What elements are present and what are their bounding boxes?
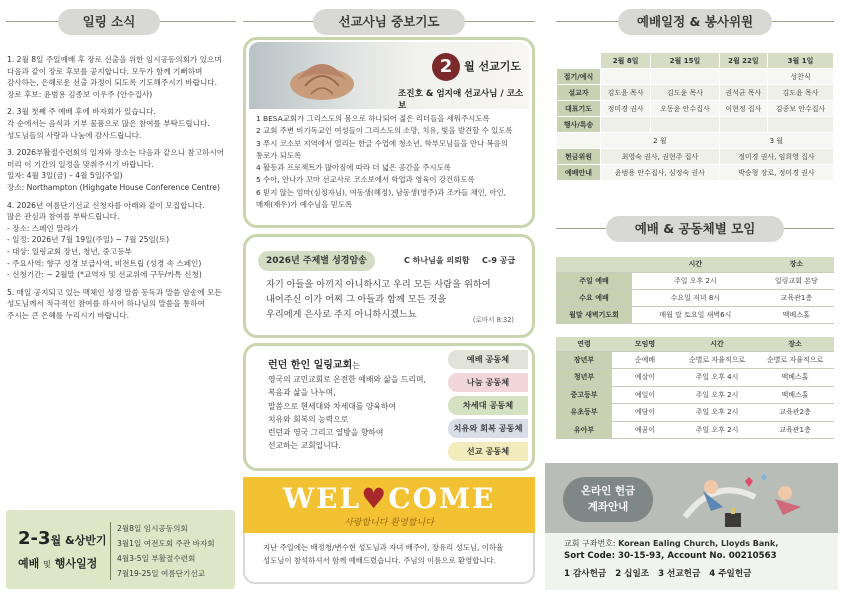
date-header: 3월 1일 <box>768 53 834 69</box>
prayer-item: 5 수아, 안나가 꼬마 선교사로 코소보에서 학업과 영육이 강건하도록 <box>256 175 475 185</box>
verse-code: C-9 공급 <box>482 256 516 265</box>
announcements-list <box>7 54 235 327</box>
verse-topic: C 하나님을 의뢰함 <box>404 256 470 265</box>
announcement-item: 1. 2월 8일 주일예배 후 장로 선출을 위한 임시공동의회가 있으며 다음과 같이 장로 후보를 공지합니다. 모두가 함께 기뻐하며 감사하는, 은혜로운 선출 과정이 되도록 기도해주시기 바랍니다. 장로 후보: 윤범용 김종보 이우주 (안수집사) <box>7 55 222 99</box>
events-list <box>117 521 215 581</box>
table-row: 장년부 순예배 순별로 자율적으로 순별로 자율적으로 <box>556 351 834 369</box>
bank-account-line: 교회 구좌번호: Korean Ealing Church, Lloyds Bank, <box>564 539 779 548</box>
church-name: 런던 한인 일링교회는 <box>268 360 360 371</box>
date-header: 2월 8일 <box>601 53 651 69</box>
event-item: 7월19-25일 여름단기선교 <box>117 569 205 578</box>
prayer-item: 2 교회 주변 비기독교인 여성들이 그리스도의 소망, 치유, 빛을 발견할 수 있도록 <box>256 126 513 136</box>
worship-title: 예배 & 공동체별 모임 <box>606 216 784 242</box>
announcements-header <box>6 9 236 35</box>
table-row: 예배안내 윤범용 안수집사, 심정숙 권사 박승형 장로, 정미경 권사 <box>557 165 834 181</box>
community-tag: 선교 공동체 <box>448 442 528 461</box>
table-row: 2 월 3 월 <box>557 133 834 149</box>
community-tag: 예배 공동체 <box>448 350 528 369</box>
flying-people-icon <box>675 467 825 531</box>
table-row: 유아부 예꿈이 주일 오후 2시 교육관1층 <box>556 421 834 439</box>
table-row: 수요 예배 수요일 저녁 8시 교육관1층 <box>556 289 834 306</box>
missionary-name: 조진호 & 엄지애 선교사님 / 코소보 <box>398 89 524 109</box>
worship-header <box>556 216 834 242</box>
welcome-title: WEL♥COME <box>282 482 496 515</box>
prayer-list <box>256 113 526 211</box>
prayer-title: 선교사님 중보기도 <box>313 9 465 35</box>
offering-types: 1 감사헌금 2 십일조 3 선교헌금 4 주일헌금 <box>564 569 752 579</box>
table-row: 중고등부 예일이 주일 오후 2시 맥베스홀 <box>556 386 834 404</box>
announcement-item: 5. 매일 공지되고 있는 맥체인 성경 말씀 동독과 말씀 암송에 모든 성도님께서 적극적인 참여를 하시어 하나님의 말씀을 통하여 주시는 큰 은혜를 누리시기 바랍니다. <box>7 287 222 320</box>
verse-tag: 2026년 주제별 성경암송 <box>258 251 375 271</box>
table-row: 월말 새벽기도회 매월 말 토요일 새벽6시 맥베스홀 <box>556 306 834 323</box>
table-row: 연령 모임명 시간 장소 <box>556 337 834 351</box>
schedule-header <box>556 9 834 35</box>
prayer-item: 6 믿지 않는 엄마(심정자님), 여동생(혜정), 남동생(영주)과 조카들 채인, 아인, <box>256 187 507 197</box>
verse-text: 자기 아들을 아끼지 아니하시고 우리 모든 사람을 위하여 내어주신 이가 어찌 그 아들과 함께 모든 것을 우리에게 은사로 주지 아니하시겠느뇨 <box>266 279 491 320</box>
announcement-item: 4. 2026년 여름단기선교 신청자를 아래와 같이 모집합니다. 많은 관심과 참여를 부탁드립니다. - 장소: 스페인 말라가 - 일정: 2026년 7월 19일(주일) ~ 7월 25일(토) - 대상: 일링교회 장년, 청년, 중고등부 - 주요사역: 향구 성경 보급사역, 비전트립 (성경 속 스페인) - 신청기간: ~ 2월말 (*교역자 및 선교위에 구두/카톡 신청) <box>7 200 205 280</box>
verse-reference: (로마서 8:32) <box>472 316 514 324</box>
table-row: 현금위원 최영숙 권사, 권현주 집사 정미경 권사, 임희영 집사 <box>557 149 834 165</box>
table-row: 유초등부 예담이 주일 오후 2시 교육관2층 <box>556 404 834 422</box>
events-period: 2-3월 &상반기 <box>18 528 107 549</box>
prayer-month-title: 월 선교기도 <box>464 60 521 73</box>
announcement-item: 3. 2026부활절수련회의 일자와 장소는 다음과 같으니 참고하시어 미리 이 기간의 일정을 맞춰주시기 바랍니다. 일자: 4월 3일(금) – 4월 5일(주일) 장소: Northampton (Highgate House Conference Centre) <box>7 148 225 192</box>
event-item: 4월3-5일 부활절수련회 <box>117 554 196 563</box>
prayer-header <box>243 9 535 35</box>
prayer-panel <box>243 37 535 228</box>
event-item: 2월8일 임시공동의회 <box>117 524 188 533</box>
community-tag: 치유와 회복 공동체 <box>448 419 528 438</box>
events-box <box>6 510 235 589</box>
table-row: 시간 장소 <box>556 257 834 272</box>
table-row <box>557 53 834 69</box>
prayer-item: 3 푸시 코소보 지역에서 열리는 한글 수업에 청소년, 학부모님들을 만나 복음의 <box>256 138 508 148</box>
events-divider <box>110 522 111 580</box>
announcements-title: 일링 소식 <box>58 9 160 35</box>
events-label: 예배 및 행사일정 <box>18 557 98 570</box>
table-row: 절기/예식 성찬식 <box>557 69 834 85</box>
community-tag: 차세대 공동체 <box>448 396 528 415</box>
prayer-hero-image <box>249 42 529 109</box>
groups-table <box>556 337 834 439</box>
heart-icon: ♥ <box>361 482 389 515</box>
praying-hands-icon <box>277 46 367 106</box>
table-row: 청년부 예살이 주일 오후 4시 맥베스홀 <box>556 369 834 387</box>
offering-badge: 온라인 헌금 계좌안내 <box>563 477 653 522</box>
sort-code-line: Sort Code: 30-15-93, Account No. 00210563 <box>564 551 777 561</box>
worship-table <box>556 257 834 324</box>
date-header: 2월 22일 <box>719 53 767 69</box>
community-tag: 나눔 공동체 <box>448 373 528 392</box>
offering-box <box>545 463 838 590</box>
date-header: 2월 15일 <box>651 53 720 69</box>
schedule-title: 예배일정 & 봉사위원 <box>618 9 772 35</box>
schedule-table <box>556 52 834 181</box>
prayer-item: 통로가 되도록 <box>256 150 302 160</box>
prayer-item: 4 활동과 프로젝트가 많아짐에 따라 더 넓은 공간을 주시도록 <box>256 163 451 173</box>
prayer-item: 1 BESA교회가 그리스도의 몸으로 하나되어 젊은 리더들을 세워주시도록 <box>256 114 490 123</box>
table-row: 주일 예배 주일 오후 2시 일링교회 본당 <box>556 272 834 289</box>
event-item: 3월1일 여전도회 주관 바자회 <box>117 539 215 548</box>
welcome-subtitle: 사랑합니다 환영합니다 <box>344 518 434 528</box>
prayer-item: 매제(재우)가 예수님을 믿도록 <box>256 200 353 210</box>
table-row: 행사/특송 <box>557 117 834 133</box>
welcome-banner <box>243 477 535 533</box>
offering-illustration <box>545 463 838 533</box>
table-row: 설교자 김도윤 목사 김도윤 목사 권석균 목사 김도윤 목사 <box>557 85 834 101</box>
prayer-month-number: 2 <box>432 53 460 81</box>
church-panel <box>243 343 535 471</box>
welcome-note: 지난 주일에는 배정청/변수현 성도님과 자녀 배주아, 장유리 성도님, 이하율 성도님이 참석하셔서 함께 예배드렸습니다. 주님의 이름으로 환영합니다. <box>243 533 535 584</box>
verse-panel <box>243 234 535 338</box>
church-description: 영국의 교민교회로 온전한 예배와 삶을 드리며, 복음과 삶을 나누며, 말씀으로 현세대와 차세대를 양육하여 치유와 회복의 능력으로 런던과 영국 그리고 열방을 향하여 선교하는 교회입니다. <box>268 375 426 451</box>
table-row: 대표기도 정미경 권사 오동윤 안수집사 이현정 집사 김종보 안수집사 <box>557 101 834 117</box>
announcement-item: 2. 3월 첫째 주 예배 후에 바자회가 있습니다. 각 순에서는 음식과 기부 물품으로 많은 참여를 부탁드립니다. 성도님들의 사랑과 나눔에 감사드립니다. <box>7 107 210 140</box>
